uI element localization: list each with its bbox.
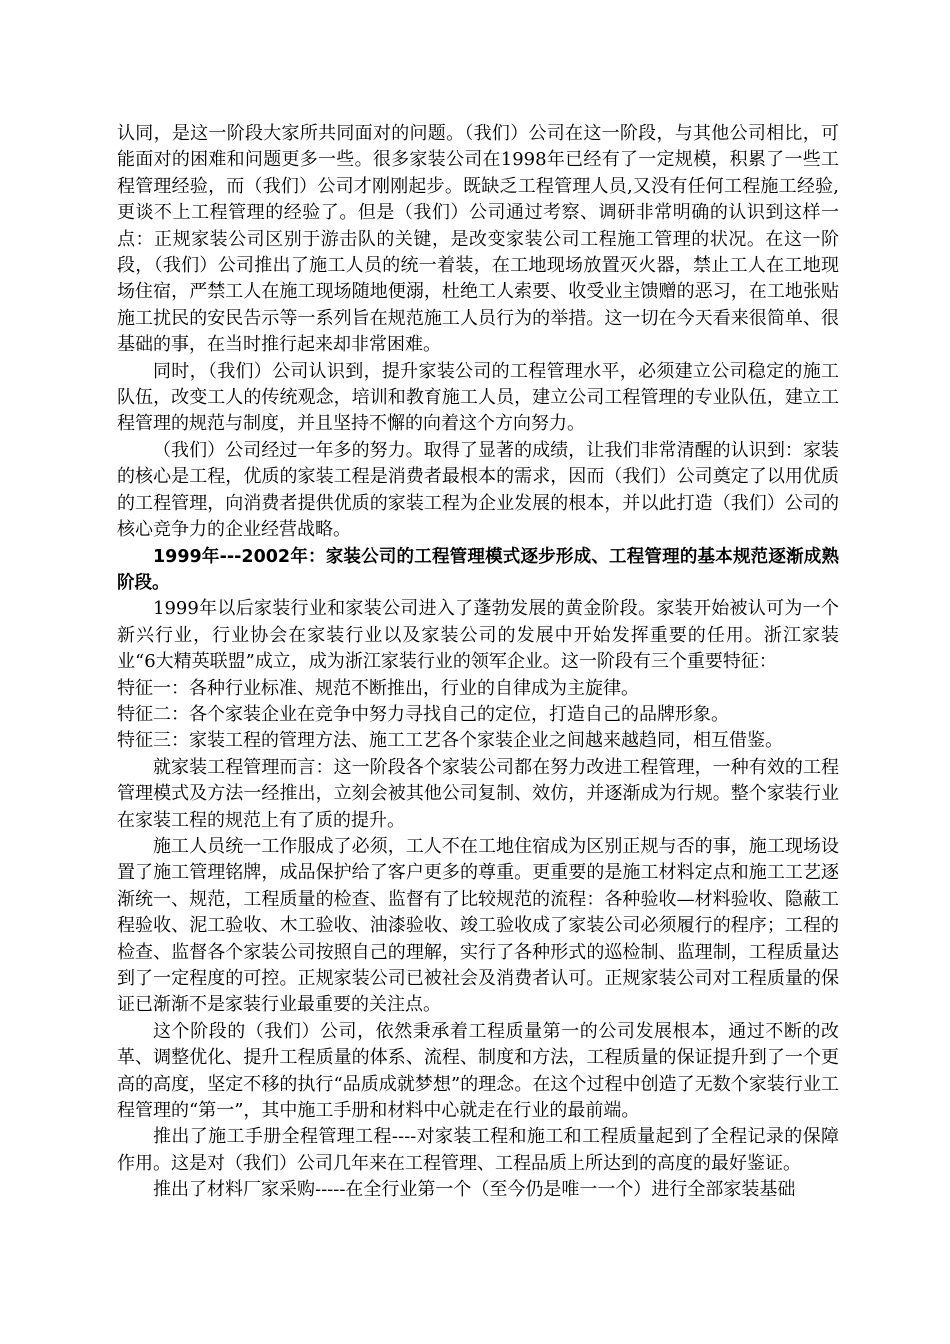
paragraph: 同时，（我们）公司认识到，提升家装公司的工程管理水平，必须建立公司稳定的施工队伍，改变工人的传统观念，培训和教育施工人员，建立公司工程管理的专业队伍，建立工程管理的规范与制度，并且坚持不懈的向着这个方向努力。 [117, 360, 839, 435]
paragraph: 1999年以后家装行业和家装公司进入了蓬勃发展的黄金阶段。家装开始被认可为一个新兴行业，行业协会在家装行业以及家装公司的发展中开始发挥重要的任用。浙江家装业“6大精英联盟”成立，成为浙江家装行业的领军企业。这一阶段有三个重要特征： [117, 598, 839, 673]
paragraph: 认同，是这一阶段大家所共同面对的问题。（我们）公司在这一阶段，与其他公司相比，可能面对的困难和问题更多一些。很多家装公司在1998年已经有了一定规模，积累了一些工程管理经验，而（我们）公司才刚刚起步。既缺乏工程管理人员,又没有任何工程施工经验,更谈不上工程管理的经验了。但是（我们）公司通过考察、调研非常明确的认识到这样一点：正规家装公司区别于游击队的关键，是改变家装公司工程施工管理的状况。在这一阶段，（我们）公司推出了施工人员的统一着装，在工地现场放置灭火器，禁止工人在工地现场住宿，严禁工人在施工现场随地便溺，杜绝工人索要、收受业主馈赠的恶习，在工地张贴施工扰民的安民告示等一系列旨在规范施工人员行为的举措。这一切在今天看来很简单、很基础的事，在当时推行起来却非常困难。 [117, 123, 839, 356]
paragraph: （我们）公司经过一年多的努力。取得了显著的成绩，让我们非常清醒的认识到：家装的核心是工程，优质的家装工程是消费者最根本的需求，因而（我们）公司奠定了以用优质的工程管理，向消费者提供优质的家装工程为企业发展的根本，并以此打造（我们）公司的核心竞争力的企业经营战略。 [117, 439, 839, 541]
document-body [117, 121, 839, 1204]
feature-line-1: 特征一：各种行业标准、规范不断推出，行业的自律成为主旋律。 [117, 677, 639, 699]
feature-line-2: 特征二：各个家装企业在竞争中努力寻找自己的定位，打造自己的品牌形象。 [117, 703, 729, 725]
paragraph: 这个阶段的（我们）公司，依然秉承着工程质量第一的公司发展根本，通过不断的改革、调整优化、提升工程质量的体系、流程、制度和方法，工程质量的保证提升到了一个更高的高度，坚定不移的执行“品质成就梦想”的理念。在这个过程中创造了无数个家装行业工程管理的“第一”，其中施工手册和材料中心就走在行业的最前端。 [117, 1020, 839, 1122]
section-heading: 1999年---2002年：家装公司的工程管理模式逐步形成、工程管理的基本规范逐渐成熟阶段。 [117, 546, 839, 593]
paragraph: 推出了施工手册全程管理工程----对家装工程和施工和工程质量起到了全程记录的保障作用。这是对（我们）公司几年来在工程管理、工程品质上所达到的高度的最好鉴证。 [117, 1126, 839, 1174]
paragraph: 就家装工程管理而言：这一阶段各个家装公司都在努力改进工程管理，一种有效的工程管理模式及方法一经推出，立刻会被其他公司复制、效仿，并逐渐成为行规。整个家装行业在家装工程的规范上有了质的提升。 [117, 756, 839, 831]
feature-line-3: 特征三：家装工程的管理方法、施工工艺各个家装企业之间越来越趋同，相互借鉴。 [117, 730, 783, 752]
paragraph: 推出了材料厂家采购-----在全行业第一个（至今仍是唯一一个）进行全部家装基础 [153, 1179, 796, 1201]
paragraph: 施工人员统一工作服成了必须，工人不在工地住宿成为区别正规与否的事，施工现场设置了施工管理铭牌，成品保护给了客户更多的尊重。更重要的是施工材料定点和施工工艺逐渐统一、规范，工程质量的检查、监督有了比较规范的流程：各种验收—材料验收、隐蔽工程验收、泥工验收、木工验收、油漆验收、竣工验收成了家装公司必须履行的程序；工程的检查、监督各个家装公司按照自己的理解，实行了各种形式的巡检制、监理制，工程质量达到了一定程度的可控。正规家装公司已被社会及消费者认可。正规家装公司对工程质量的保证已渐渐不是家装行业最重要的关注点。 [117, 835, 839, 1016]
